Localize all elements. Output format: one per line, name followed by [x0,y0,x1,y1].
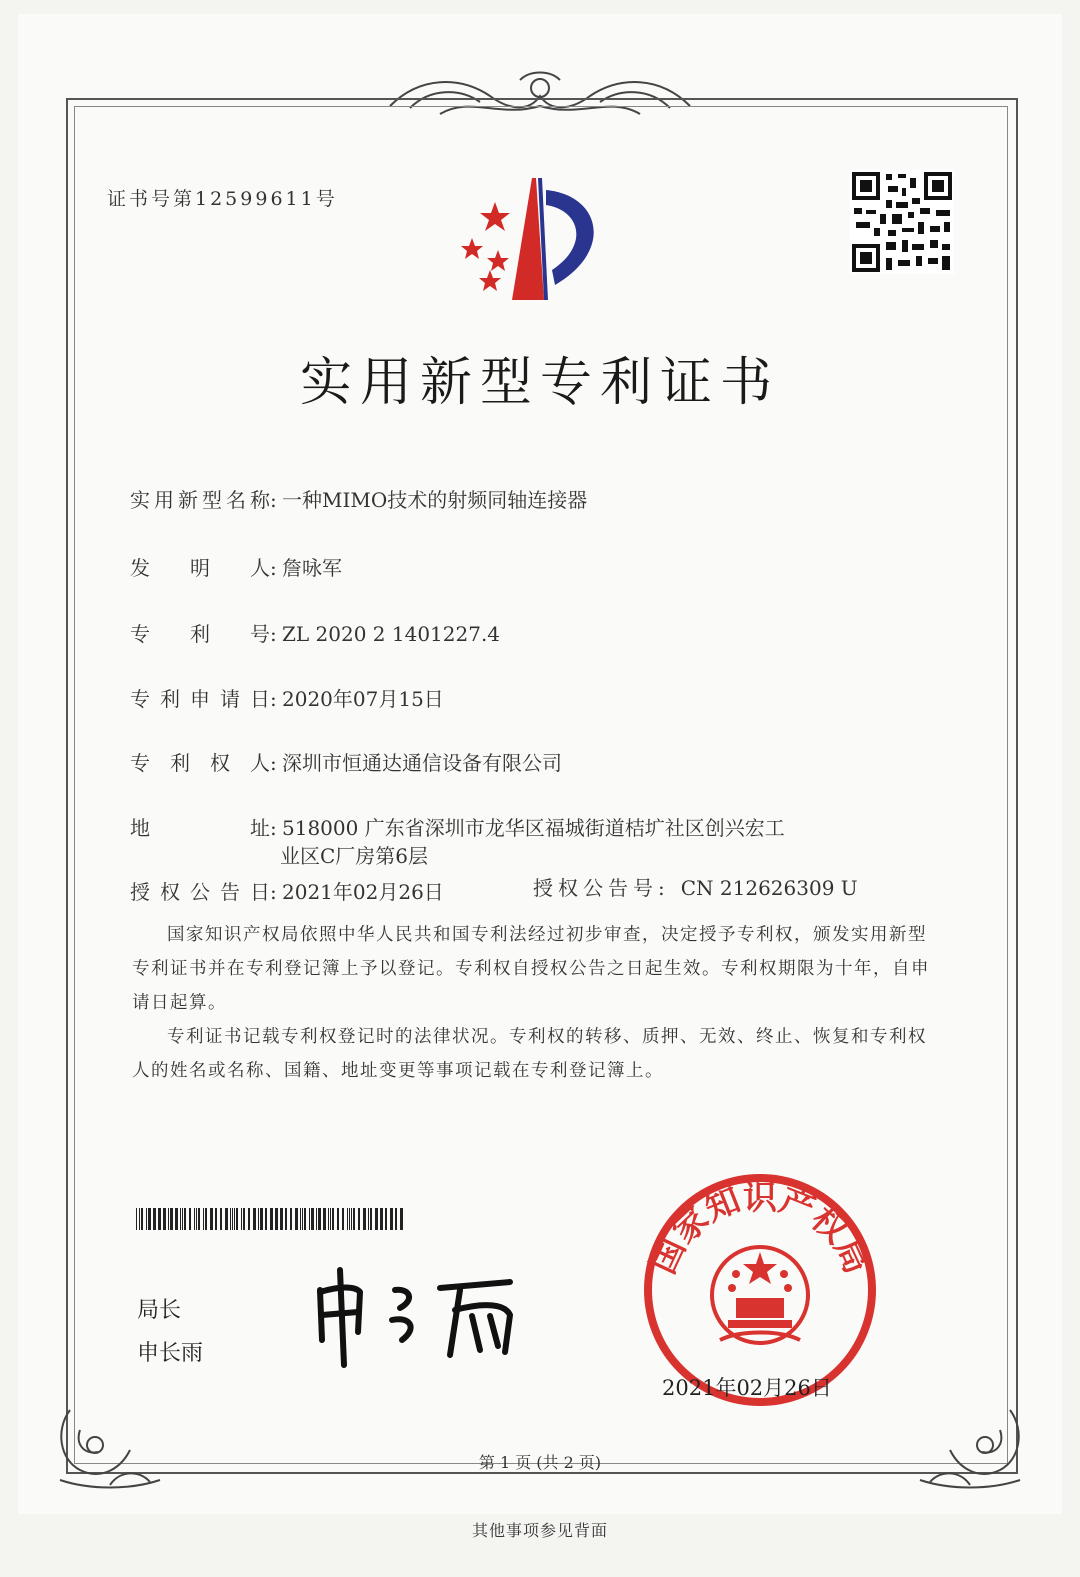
qr-code-icon [850,170,954,274]
field-name-label: 实用新型名称 [130,488,270,512]
certificate-title: 实用新型专利证书 [299,353,780,413]
back-note: 其他事项参见背面 [471,1521,608,1540]
field-patentee-label: 专利权人 [130,751,270,775]
field-address-value-line1: 518000 广东省深圳市龙华区福城街道桔圹社区创兴宏工 [282,816,785,840]
seal-text: 国家知识产权局 [643,1177,877,1280]
field-filing-date-label: 专利申请日 [130,687,270,711]
signer-title: 局长 [137,1298,182,1323]
field-patentee-value: 深圳市恒通达通信设备有限公司 [282,751,562,775]
field-grant-date-value: 2021年02月26日 [282,880,444,904]
field-patent-no: 专利号: ZL 2020 2 1401227.4 [130,618,500,647]
field-filing-date-value: 2020年07月15日 [282,687,444,711]
certificate-number: 证书号第12599611号 [107,188,338,210]
cnipa-logo-icon [450,170,620,305]
barcode-icon [136,1208,406,1230]
field-name-value: 一种MIMO技术的射频同轴连接器 [282,488,588,512]
field-address-label: 地址 [130,816,270,840]
field-patentee: 专利权人: 深圳市恒通达通信设备有限公司 [130,747,562,776]
handwritten-signature-icon [300,1260,540,1370]
field-grant-no: 授权公告号: CN 212626309 U [533,876,858,900]
paragraph-legal-status: 专利证书记载专利权登记时的法律状况。专利权的转移、质押、无效、终止、恢复和专利权人的姓名或名称、国籍、地址变更等事项记载在专利登记簿上。 [132,1027,927,1081]
field-grant-date: 授权公告日: 2021年02月26日 [130,876,444,905]
field-inventor-value: 詹咏军 [282,556,342,580]
field-inventor-label: 发明人 [130,556,270,580]
field-inventor: 发明人: 詹咏军 [130,552,342,581]
field-name: 实用新型名称: 一种MIMO技术的射频同轴连接器 [130,484,587,513]
field-address: 地址: 518000 广东省深圳市龙华区福城街道桔圹社区创兴宏工 [130,812,785,841]
field-grant-date-label: 授权公告日 [130,880,270,904]
field-grant-no-label: 授权公告号 [533,876,658,900]
field-patent-no-label: 专利号 [130,622,270,646]
signer-name: 申长雨 [137,1341,204,1366]
field-patent-no-value: ZL 2020 2 1401227.4 [282,622,501,646]
field-address-value-line2: 业区C厂房第6层 [280,844,429,868]
field-grant-no-value: CN 212626309 U [680,876,858,900]
corner-ornament-left-icon [50,1390,170,1500]
corner-ornament-right-icon [910,1390,1030,1500]
page-number: 第 1 页 (共 2 页) [478,1453,602,1472]
seal-date: 2021年02月26日 [662,1376,832,1400]
paragraph-grant-statement: 国家知识产权局依照中华人民共和国专利法经过初步审查，决定授予专利权，颁发实用新型专利证书并在专利登记簿上予以登记。专利权自授权公告之日起生效。专利权期限为十年，自申请日起算。 [132,925,930,1013]
field-filing-date: 专利申请日: 2020年07月15日 [130,683,444,712]
